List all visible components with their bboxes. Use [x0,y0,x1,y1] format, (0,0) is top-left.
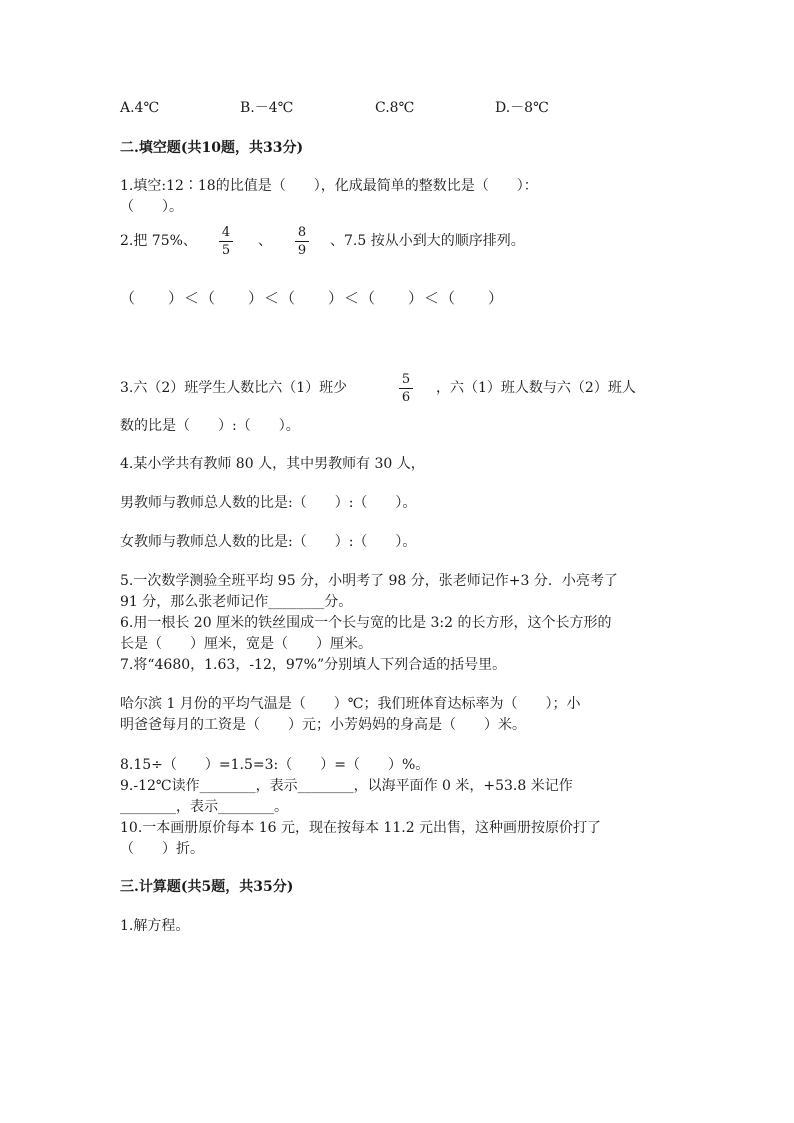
question-4-line-3: 女教师与教师总人数的比是:（ ）:（ ）。 [120,534,417,550]
fraction-bar [219,241,233,242]
fraction-denominator: 9 [297,243,307,258]
question-7-line-3: 明爸爸每月的工资是（ ）元；小芳妈妈的身高是（ ）米。 [120,717,526,733]
question-1-line-1: 1.填空:12∶18的比值是（ ），化成最简单的整数比是（ ）： [120,178,538,194]
option-a: A.4℃ [120,100,160,116]
fraction-numerator: 4 [221,225,231,240]
fraction-denominator: 6 [401,390,411,405]
option-c: C.8℃ [375,100,415,116]
question-2-suffix: 、7.5 按从小到大的顺序排列。 [330,233,525,249]
question-3-prefix: 3.六（2）班学生人数比六（1）班少 [120,380,348,396]
fraction-eight-ninths [295,225,309,258]
fraction-five-sixths [399,372,413,405]
question-5-line-1: 5.一次数学测验全班平均 95 分，小明考了 98 分，张老师记作+3 分．小亮考了 [120,573,618,589]
question-2-separator: 、 [258,233,272,249]
calculation-1-line-1: 1.解方程。 [120,918,190,934]
question-3-line-2: 数的比是（ ）:（ ）。 [120,418,300,434]
fraction-four-fifths [219,225,233,258]
question-4-line-1: 4.某小学共有教师 80 人，其中男教师有 30 人， [120,456,425,472]
section-heading-fill-in: 二.填空题(共10题，共33分) [120,140,304,156]
fraction-bar [295,241,309,242]
option-d: D.－8℃ [495,100,549,116]
fraction-numerator: 5 [401,372,411,387]
question-10-line-1: 10.一本画册原价每本 16 元，现在按每本 11.2 元出售，这种画册按原价打了 [120,820,602,836]
option-b: B.－4℃ [240,100,294,116]
question-7-line-2: 哈尔滨 1 月份的平均气温是（ ）℃；我们班体育达标率为（ ）；小 [120,696,581,712]
question-5-line-2: 91 分，那么张老师记作________分。 [120,594,353,610]
question-9-line-2: ________，表示________。 [120,799,288,815]
fraction-bar [399,388,413,389]
question-6-line-1: 6.用一根长 20 厘米的铁丝围成一个长与宽的比是 3:2 的长方形，这个长方形的 [120,615,612,631]
fraction-denominator: 5 [221,243,231,258]
question-2-blank-row: （ ）＜（ ）＜（ ）＜（ ）＜（ ） [120,289,505,307]
question-7-line-1: 7.将“4680，1.63，-12，97%”分别填人下列合适的括号里。 [120,657,507,673]
fraction-numerator: 8 [297,225,307,240]
question-4-line-2: 男教师与教师总人数的比是:（ ）:（ ）。 [120,495,417,511]
question-3-suffix: ，六（1）班人数与六（2）班人 [436,380,636,396]
question-10-line-2: （ ）折。 [120,841,204,857]
question-8-line-1: 8.15÷（ ）=1.5=3:（ ）=（ ）%。 [120,757,430,773]
question-2-prefix: 2.把 75%、 [120,233,197,249]
question-1-line-2: （ ）。 [120,199,183,215]
question-6-line-2: 长是（ ）厘米，宽是（ ）厘米。 [120,636,372,652]
section-heading-calculation: 三.计算题(共5题，共35分) [120,879,294,895]
question-9-line-1: 9.-12℃读作________，表示________，以海平面作 0 米，+53.8 米记作 [120,778,573,794]
